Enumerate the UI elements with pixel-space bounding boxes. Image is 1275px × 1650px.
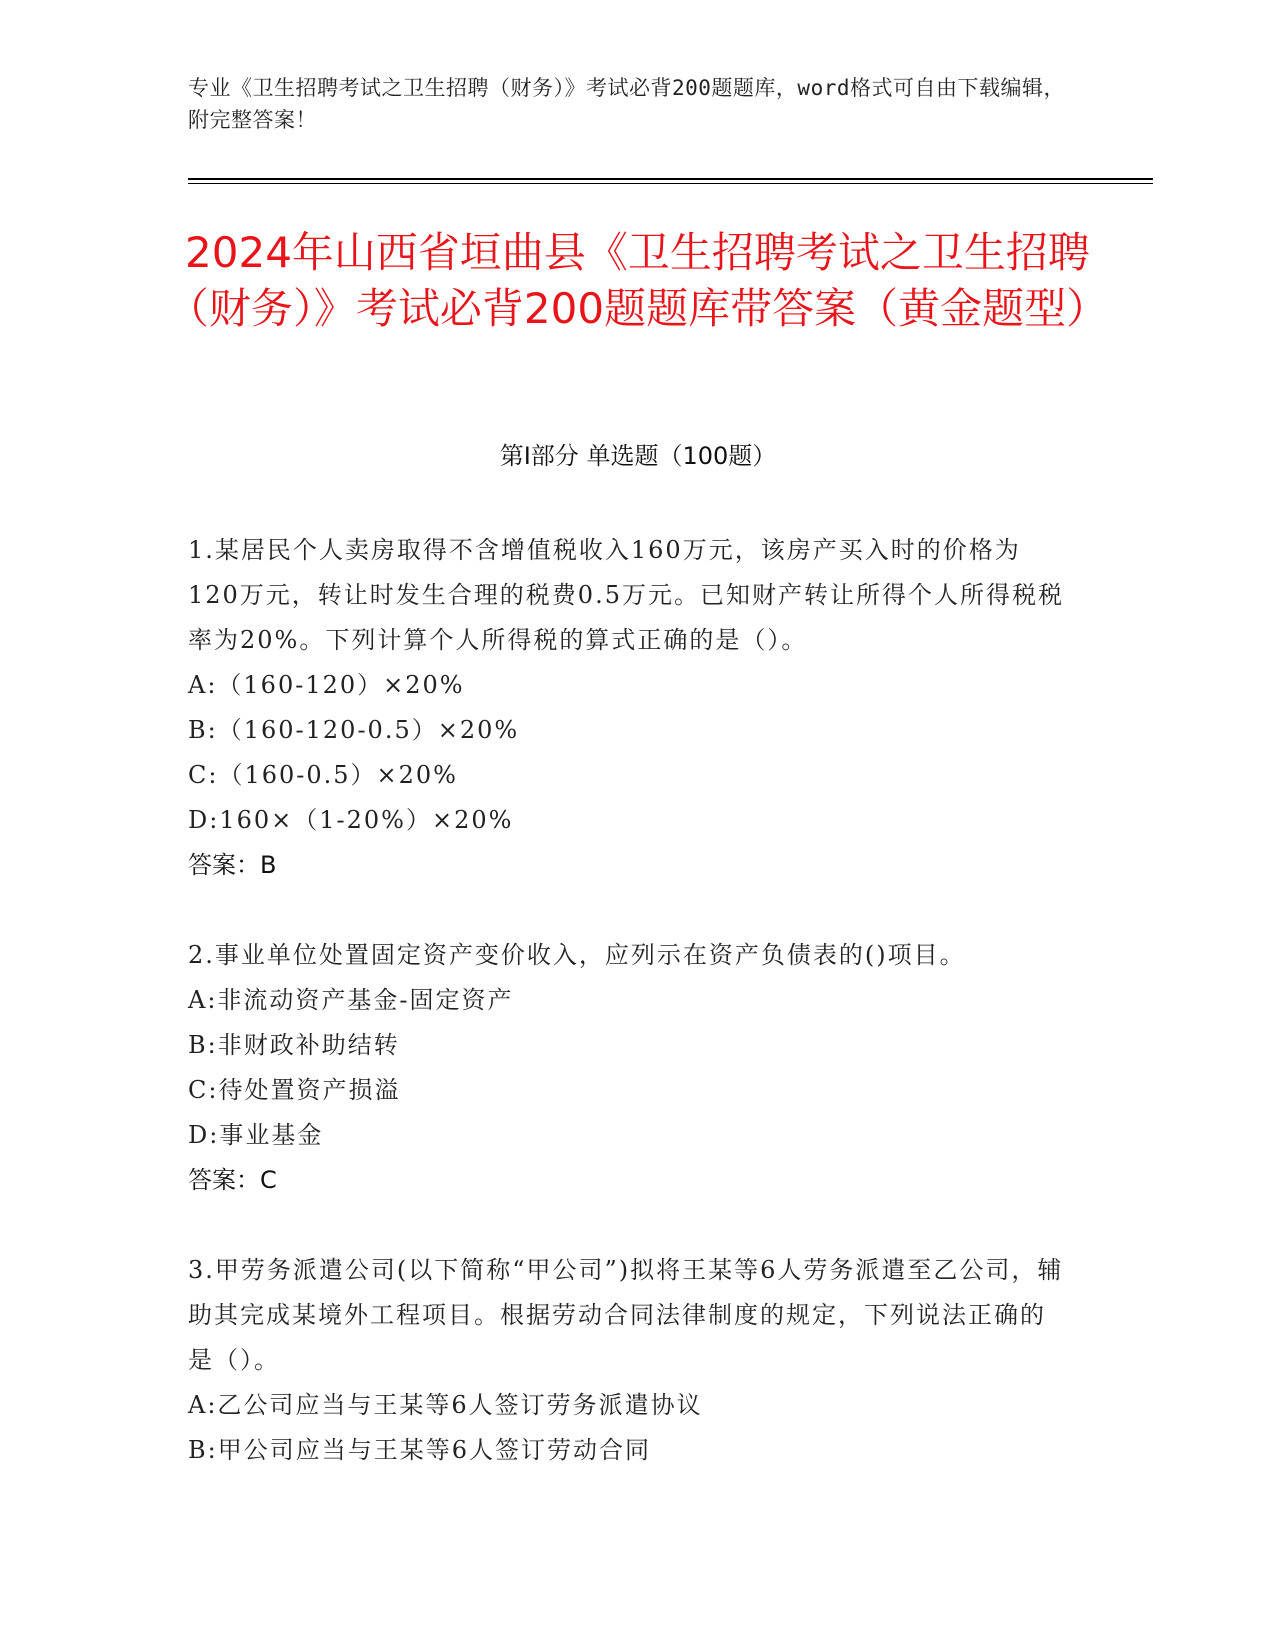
option-a: A:非流动资产基金-固定资产 bbox=[188, 986, 514, 1014]
question-stem: 3.甲劳务派遣公司(以下简称“甲公司”)拟将王某等6人劳务派遣至乙公司，辅助其完成某境外工程项目。根据劳动合同法律制度的规定，下列说法正确的是（）。 bbox=[188, 1256, 1064, 1374]
section-heading: 第Ⅰ部分 单选题（100题） bbox=[499, 442, 777, 470]
option-d: D:事业基金 bbox=[188, 1121, 324, 1149]
question-stem: 1.某居民个人卖房取得不含增值税收入160万元，该房产买入时的价格为120万元，转让时发生合理的税费0.5万元。已知财产转让所得个人所得税税率为20%。下列计算个人所得税的算式正确的是（）。 bbox=[188, 536, 1064, 654]
option-a: A:（160-120）×20% bbox=[188, 671, 465, 699]
option-d: D:160×（1-20%）×20% bbox=[188, 806, 514, 834]
answer: 答案：B bbox=[188, 851, 277, 879]
answer: 答案：C bbox=[188, 1166, 277, 1194]
option-b: B:非财政补助结转 bbox=[188, 1031, 400, 1059]
option-b: B:（160-120-0.5）×20% bbox=[188, 716, 520, 744]
question-3 bbox=[188, 1248, 1068, 1473]
header-divider-thin bbox=[188, 183, 1153, 184]
document-title: 2024年山西省垣曲县《卫生招聘考试之卫生招聘（财务）》考试必背200题题库带答案（黄金题型） bbox=[166, 228, 1109, 333]
question-1 bbox=[188, 528, 1068, 888]
option-a: A:乙公司应当与王某等6人签订劳务派遣协议 bbox=[188, 1391, 703, 1419]
header-divider-thick bbox=[188, 178, 1153, 180]
option-c: C:待处置资产损溢 bbox=[188, 1076, 401, 1104]
header-note: 专业《卫生招聘考试之卫生招聘（财务）》考试必背200题题库，word格式可自由下载编辑，附完整答案！ bbox=[188, 76, 1065, 132]
question-2 bbox=[188, 933, 1068, 1203]
option-c: C:（160-0.5）×20% bbox=[188, 761, 458, 789]
question-list bbox=[188, 528, 1068, 1518]
option-b: B:甲公司应当与王某等6人签订劳动合同 bbox=[188, 1436, 651, 1464]
question-stem: 2.事业单位处置固定资产变价收入，应列示在资产负债表的()项目。 bbox=[188, 941, 966, 969]
